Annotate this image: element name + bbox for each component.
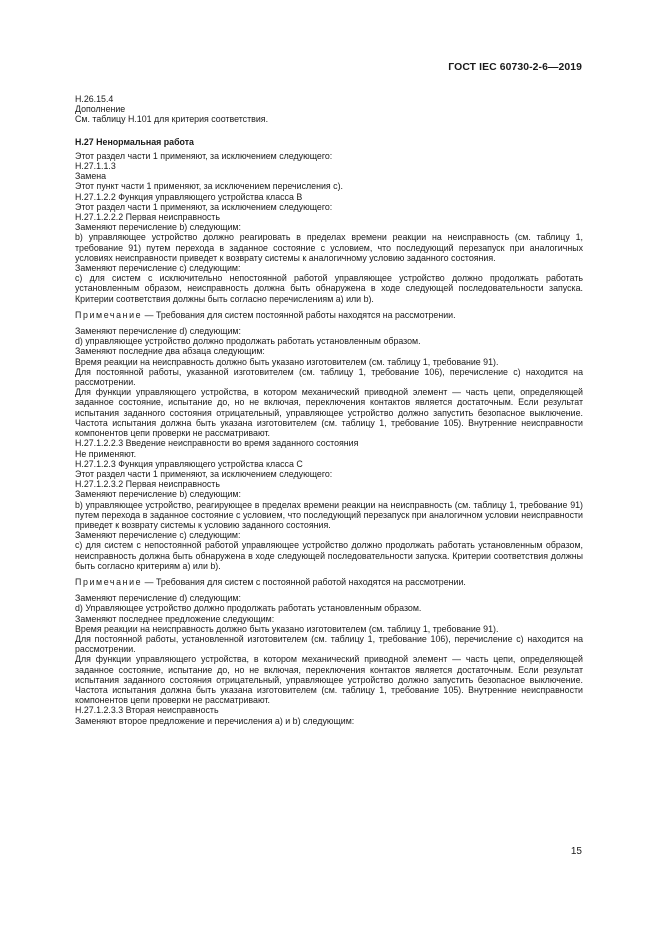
clause-number: H.27.1.1.3 — [75, 161, 116, 172]
note-text: — Требования для систем постоянной работы находятся на рассмотрении. — [142, 309, 456, 320]
note — [75, 577, 583, 587]
clause-heading: Н.27.1.2.2 Функция управляющего устройства класса В — [75, 191, 303, 202]
page-number: 15 — [570, 846, 582, 857]
paragraph: Для постоянной работы, указанной изготовителем (см. таблицу 1, требование 106), перечисление с) находится на рассмотрении. — [75, 366, 583, 388]
paragraph: b) управляющее устройство, реагирующее в пределах времени реакции на неисправность (см. таблицу 1, требование 91) путем перехода в заданное состояние с условием, что последующий перезапуск при аналогичном условии неисправности приведет к возврату системы к условию заданного состояния. — [75, 499, 583, 530]
text-line: Дополнение — [75, 104, 126, 115]
text-line: d) управляющее устройство должно продолжать работать установленным образом. — [75, 336, 421, 347]
text-line: Этот пункт части 1 применяют, за исключением перечисления с). — [75, 181, 343, 192]
clause-heading: Н.27.1.2.2.3 Введение неисправности во время заданного состояния — [75, 438, 359, 449]
section-heading: Н.27 Ненормальная работа — [75, 136, 194, 147]
text-line: См. таблицу Н.101 для критерия соответствия. — [75, 114, 269, 125]
note-text: — Требования для систем с постоянной работой находятся на рассмотрении. — [142, 576, 466, 587]
text-line: Этот раздел части 1 применяют, за исключением следующего: — [75, 468, 333, 479]
text-line: Заменяют перечисление d) следующим: — [75, 593, 241, 604]
text-line: Этот раздел части 1 применяют, за исключением следующего: — [75, 150, 333, 161]
paragraph: b) управляющее устройство должно реагировать в пределах времени реакции на неисправность (см. таблицу 1, требование 91) путем перехода в заданное состояние с условием, что последующий перезапуск при аналогичных условиях неисправности приведет к возврату системы к аналогичному условию заданного состояния. — [75, 232, 583, 263]
text-line: Замена — [75, 171, 107, 182]
paragraph: с) для систем с исключительно непостоянной работой управляющее устройство должно продолжать работать установленным образом, неисправность должна быть обнаружена в ходе следующей последовательности запуска. Критерии соответствия должны быть согласно перечислениям а) или b). — [75, 273, 583, 304]
text-line: Заменяют перечисление d) следующим: — [75, 326, 241, 337]
text-line: Заменяют второе предложение и перечисления а) и b) следующим: — [75, 715, 355, 726]
note-label: Примечание — [75, 309, 143, 320]
clause-heading: Н.27.1.2.3 Функция управляющего устройства класса С — [75, 458, 303, 469]
text-line: Заменяют последнее предложение следующим: — [75, 613, 275, 624]
paragraph: Для функции управляющего устройства, в котором механический приводной элемент — часть цепи, определяющей заданное состояние, испытание до, но не включая, переключения контактов является достаточным. Если результат испытания заданного состояния отрицательный, управляющее устройство должно запустить безопасное выключение. Частота испытания должна быть указана изготовителем (см. таблицу 1, требование 105). Внутренние неисправности компонентов цепи проверки не рассматривают. — [75, 387, 583, 439]
text-line: Заменяют перечисление b) следующим: — [75, 222, 241, 233]
clause-heading: Н.27.1.2.2.2 Первая неисправность — [75, 212, 220, 223]
text-line: Заменяют перечисление с) следующим: — [75, 530, 241, 541]
note — [75, 310, 583, 320]
clause-number: H.26.15.4 — [75, 94, 114, 104]
clause-heading: Н.27.1.2.3.3 Вторая неисправность — [75, 705, 219, 716]
document-body — [75, 94, 583, 726]
text-line: Заменяют перечисление с) следующим: — [75, 263, 241, 274]
text-line: Заменяют перечисление b) следующим: — [75, 489, 241, 500]
text-line: Заменяют последние два абзаца следующим: — [75, 346, 265, 357]
note-label: Примечание — [75, 576, 143, 587]
text-line: Не применяют. — [75, 448, 137, 459]
text-line: d) Управляющее устройство должно продолжать работать установленным образом. — [75, 603, 422, 614]
text-line: Время реакции на неисправность должно быть указано изготовителем (см. таблицу 1, требование 91). — [75, 356, 499, 367]
paragraph: Для постоянной работы, установленной изготовителем (см. таблицу 1, требование 106), перечисление с) находится на рассмотрении. — [75, 633, 583, 655]
text-line: Этот раздел части 1 применяют, за исключением следующего: — [75, 201, 333, 212]
clause-heading: Н.27.1.2.3.2 Первая неисправность — [75, 479, 220, 490]
text-line: Время реакции на неисправность должно быть указано изготовителем (см. таблицу 1, требование 91). — [75, 623, 499, 634]
paragraph: Для функции управляющего устройства, в котором механический приводной элемент — часть цепи, определяющей заданное состояние, испытание до, но не включая, переключения контактов является достаточным. Если результат испытания заданного состояния отрицательный, управляющее устройство должно запустить безопасное выключение. Частота испытания должна быть указана изготовителем (см. таблицу 1, требование 105). Внутренние неисправности компонентов цепи проверки не рассматривают. — [75, 654, 583, 706]
document-code-header: ГОСТ IEC 60730-2-6—2019 — [448, 62, 582, 73]
paragraph: с) для систем с непостоянной работой управляющее устройство должно продолжать работать установленным образом, неисправность должна быть обнаружена в ходе следующей последовательности запуска. Критерии соответствия должны быть согласно критериям а) или b). — [75, 540, 583, 571]
